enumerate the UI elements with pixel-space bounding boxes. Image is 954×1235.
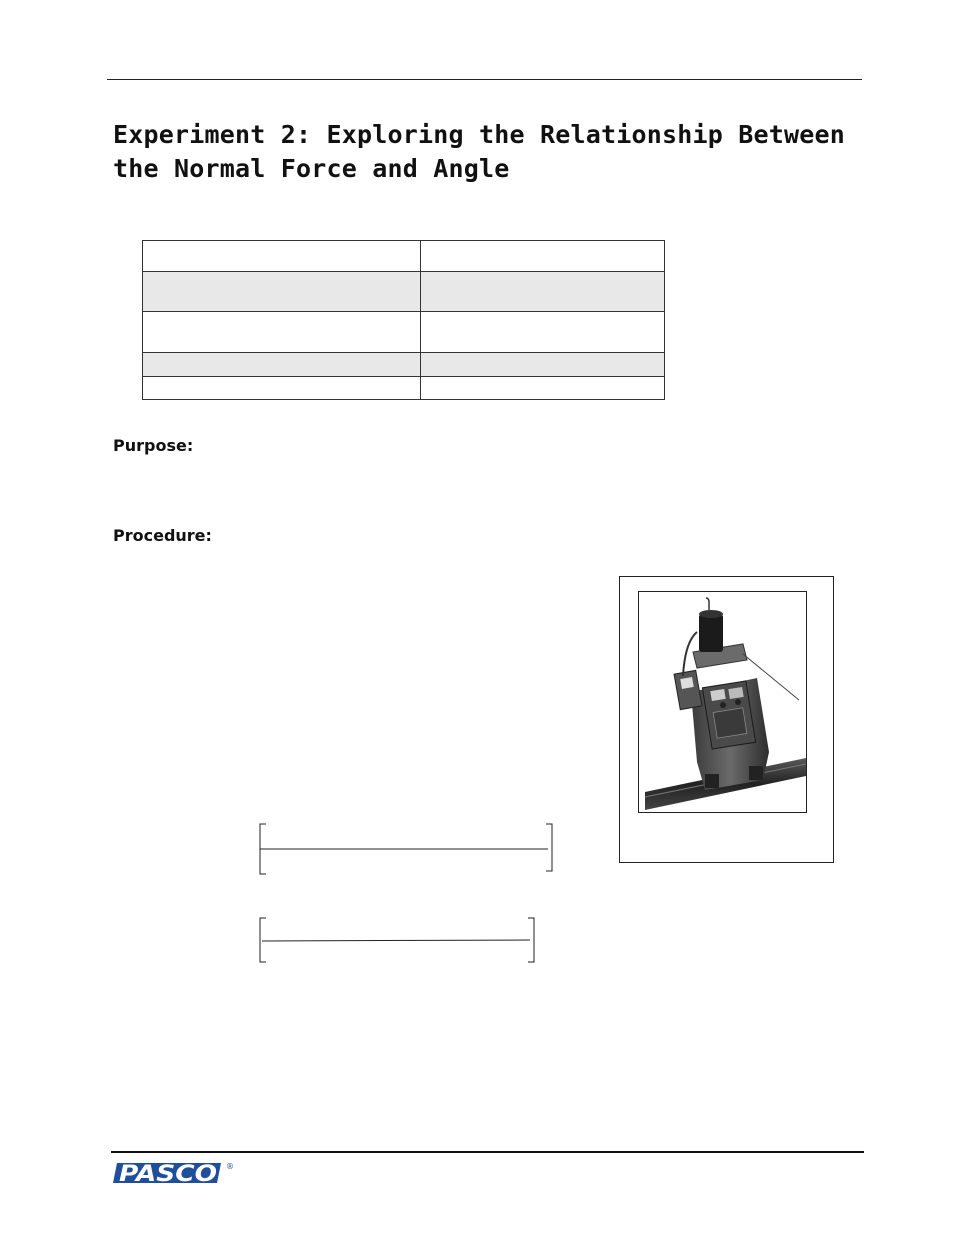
header-rule: [107, 79, 862, 80]
table-cell: [143, 241, 421, 272]
answer-bracket: [258, 823, 554, 875]
table-row: [143, 353, 665, 377]
table-row: [143, 241, 665, 272]
table-cell: [421, 241, 665, 272]
table-cell: [143, 312, 421, 353]
table-cell: [421, 272, 665, 312]
equipment-table: [142, 240, 665, 400]
table-cell: [421, 377, 665, 400]
table-row: [143, 272, 665, 312]
table-row: [143, 312, 665, 353]
table-cell: [421, 312, 665, 353]
table-cell: [143, 272, 421, 312]
registered-mark: ®: [226, 1162, 234, 1171]
table-cell: [143, 353, 421, 377]
logo-text: PASCO: [119, 1162, 217, 1187]
procedure-heading: Procedure:: [113, 526, 212, 545]
equipment-photo: [638, 591, 807, 813]
pasco-logo: [113, 1159, 238, 1187]
table-cell: [143, 377, 421, 400]
page-title: Experiment 2: Exploring the Relationship Between the Normal Force and Angle: [113, 120, 846, 183]
footer-rule: [111, 1151, 864, 1153]
answer-bracket: [258, 917, 536, 963]
table-cell: [421, 353, 665, 377]
figure-box: [619, 576, 834, 863]
force-sensor-illustration: [639, 592, 806, 812]
table-row: [143, 377, 665, 400]
purpose-heading: Purpose:: [113, 436, 194, 455]
